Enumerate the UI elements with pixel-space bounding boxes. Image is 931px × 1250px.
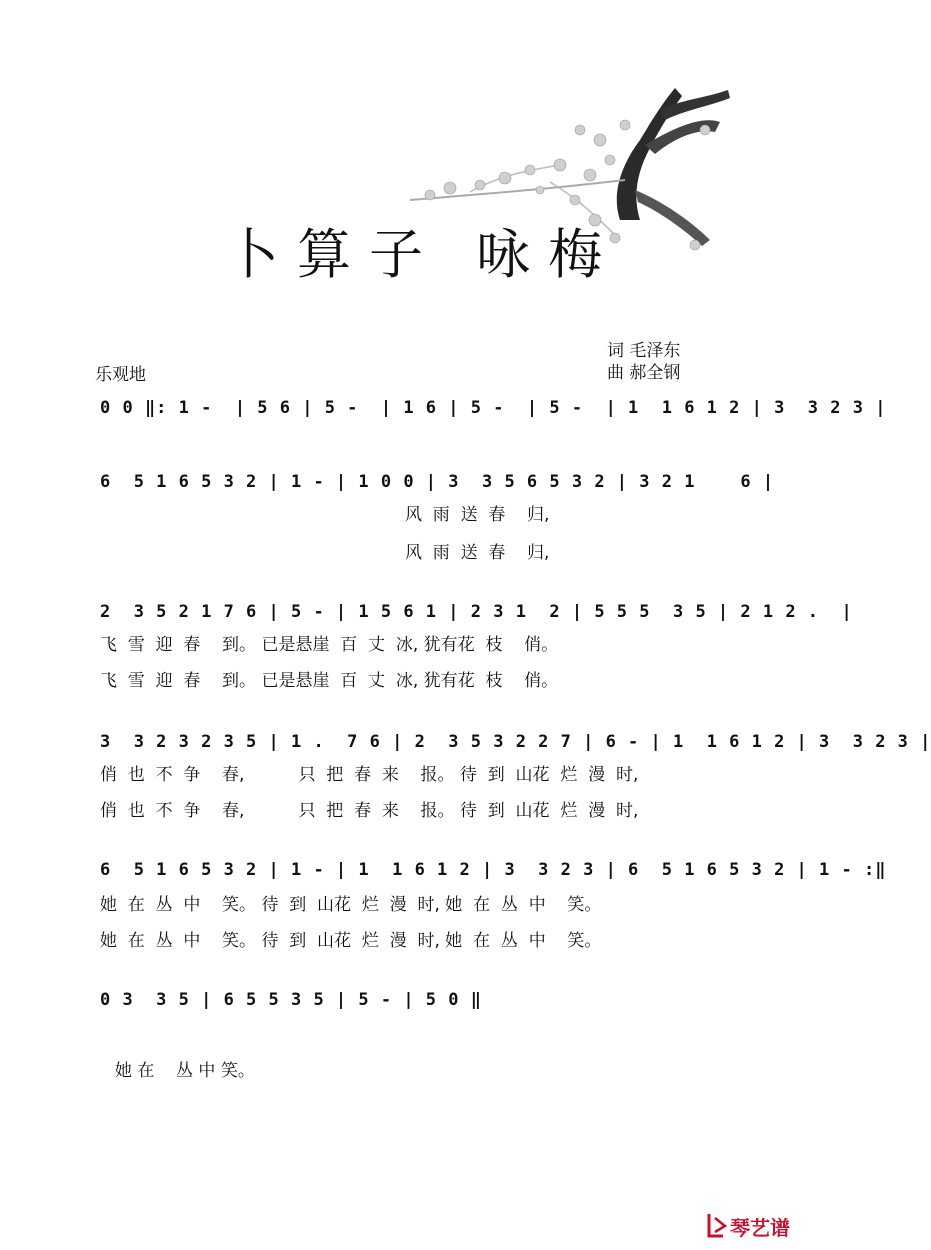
score-line-6: 0 3 3 5 | 6 5 5 3 5 | 5 - | 5 0 ‖ [100,990,482,1010]
song-title: 卜算子 咏梅 [225,223,621,286]
score-line-3: 2 3 5 2 1 7 6 | 5 - | 1 5 6 1 | 2 3 1 2 | 5 5 5 3 5 | 2 1 2 . | [100,602,853,622]
lyric-line-3-verse-2: 飞 雪 迎 春 到。 已是悬崖 百 丈 冰, 犹有花 枝 俏。 [100,671,559,691]
watermark-text: 琴艺谱 [730,1216,790,1240]
lyric-line-2-verse-2: 风 雨 送 春 归, [405,543,550,563]
lyric-line-4-verse-2: 俏 也 不 争 春, 只 把 春 来 报。 待 到 山花 烂 漫 时, [100,801,639,821]
lyricist-credit: 词 毛泽东 [607,341,681,361]
score-line-5: 6 5 1 6 5 3 2 | 1 - | 1 1 6 1 2 | 3 3 2 3 | 6 5 1 6 5 3 2 | 1 - :‖ [100,860,887,880]
composer-credit: 曲 郝全钢 [607,363,681,383]
score-line-4: 3 3 2 3 2 3 5 | 1 . 7 6 | 2 3 5 3 2 2 7 | 6 - | 1 1 6 1 2 | 3 3 2 3 | [100,732,931,752]
score-line-2: 6 5 1 6 5 3 2 | 1 - | 1 0 0 | 3 3 5 6 5 3 2 | 3 2 1 6 | [100,472,775,492]
lyric-line-5-verse-1: 她 在 丛 中 笑。 待 到 山花 烂 漫 时, 她 在 丛 中 笑。 [100,895,602,915]
lyric-line-3-verse-1: 飞 雪 迎 春 到。 已是悬崖 百 丈 冰, 犹有花 枝 俏。 [100,635,559,655]
lyric-line-5-verse-2: 她 在 丛 中 笑。 待 到 山花 烂 漫 时, 她 在 丛 中 笑。 [100,931,602,951]
score-line-1: 0 0 ‖: 1 - | 5 6 | 5 - | 1 6 | 5 - | 5 - | 1 1 6 1 2 | 3 3 2 3 | [100,398,887,418]
tempo-mood-marking: 乐观地 [95,365,146,385]
lyric-line-4-verse-1: 俏 也 不 争 春, 只 把 春 来 报。 待 到 山花 烂 漫 时, [100,765,639,785]
lyric-line-2-verse-1: 风 雨 送 春 归, [405,505,550,525]
lyric-line-6: 她 在 丛 中 笑。 [115,1061,255,1081]
